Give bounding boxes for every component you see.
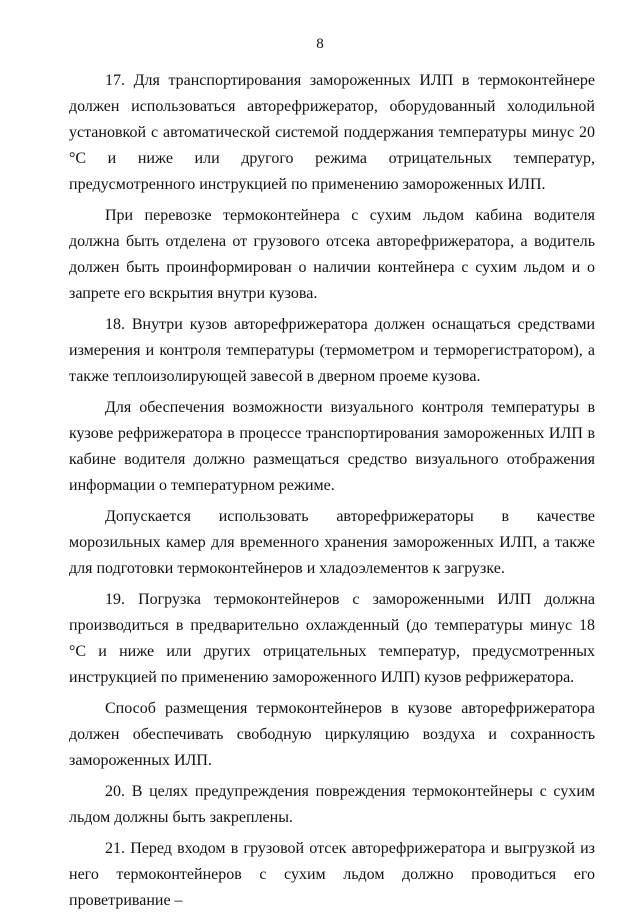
paragraph-17: 17. Для транспортирования замороженных ИЛП в термоконтейнере должен использоваться авторефрижератор, оборудованный холодильной установкой с автоматической системой поддержания температуры минус 20 °С и ниже или другого режима отрицательных температур, предусмотренного инструкцией по применению замороженных ИЛП.: [69, 72, 595, 193]
paragraph-20: 20. В целях предупреждения повреждения термоконтейнеры с сухим льдом должны быть закреплены.: [69, 783, 595, 826]
paragraph-19-placement: Способ размещения термоконтейнеров в кузове авторефрижератора должен обеспечивать свободную циркуляцию воздуха и сохранность замороженных ИЛП.: [69, 700, 595, 769]
paragraph-18-visual-control: Для обеспечения возможности визуального контроля температуры в кузове рефрижератора в процессе транспортирования замороженных ИЛП в кабине водителя должно размещаться средство визуального отображения информации о температурном режиме.: [69, 399, 595, 494]
page-number: 8: [316, 36, 324, 52]
paragraph-18-freezer-use: Допускается использовать авторефрижераторы в качестве морозильных камер для временного хранения замороженных ИЛП, а также для подготовки термоконтейнеров и хладоэлементов к загрузке.: [69, 508, 595, 577]
paragraph-17-dry-ice: При перевозке термоконтейнера с сухим льдом кабина водителя должна быть отделена от грузового отсека авторефрижератора, а водитель должен быть проинформирован о наличии контейнера с сухим льдом и о запрете его вскрытия внутри кузова.: [69, 207, 595, 302]
document-body: [69, 68, 595, 914]
paragraph-19: 19. Погрузка термоконтейнеров с замороженными ИЛП должна производиться в предварительно охлажденный (до температуры минус 18 °С и ниже или других отрицательных температур, предусмотренных инструкцией по применению замороженного ИЛП) кузов рефрижератора.: [69, 591, 595, 686]
paragraph-18: 18. Внутри кузов авторефрижератора должен оснащаться средствами измерения и контроля температуры (термометром и терморегистратором), а также теплоизолирующей завесой в дверном проеме кузова.: [69, 316, 595, 385]
paragraph-21: 21. Перед входом в грузовой отсек авторефрижератора и выгрузкой из него термоконтейнеров с сухим льдом должно проводиться его проветривание –: [69, 840, 595, 909]
